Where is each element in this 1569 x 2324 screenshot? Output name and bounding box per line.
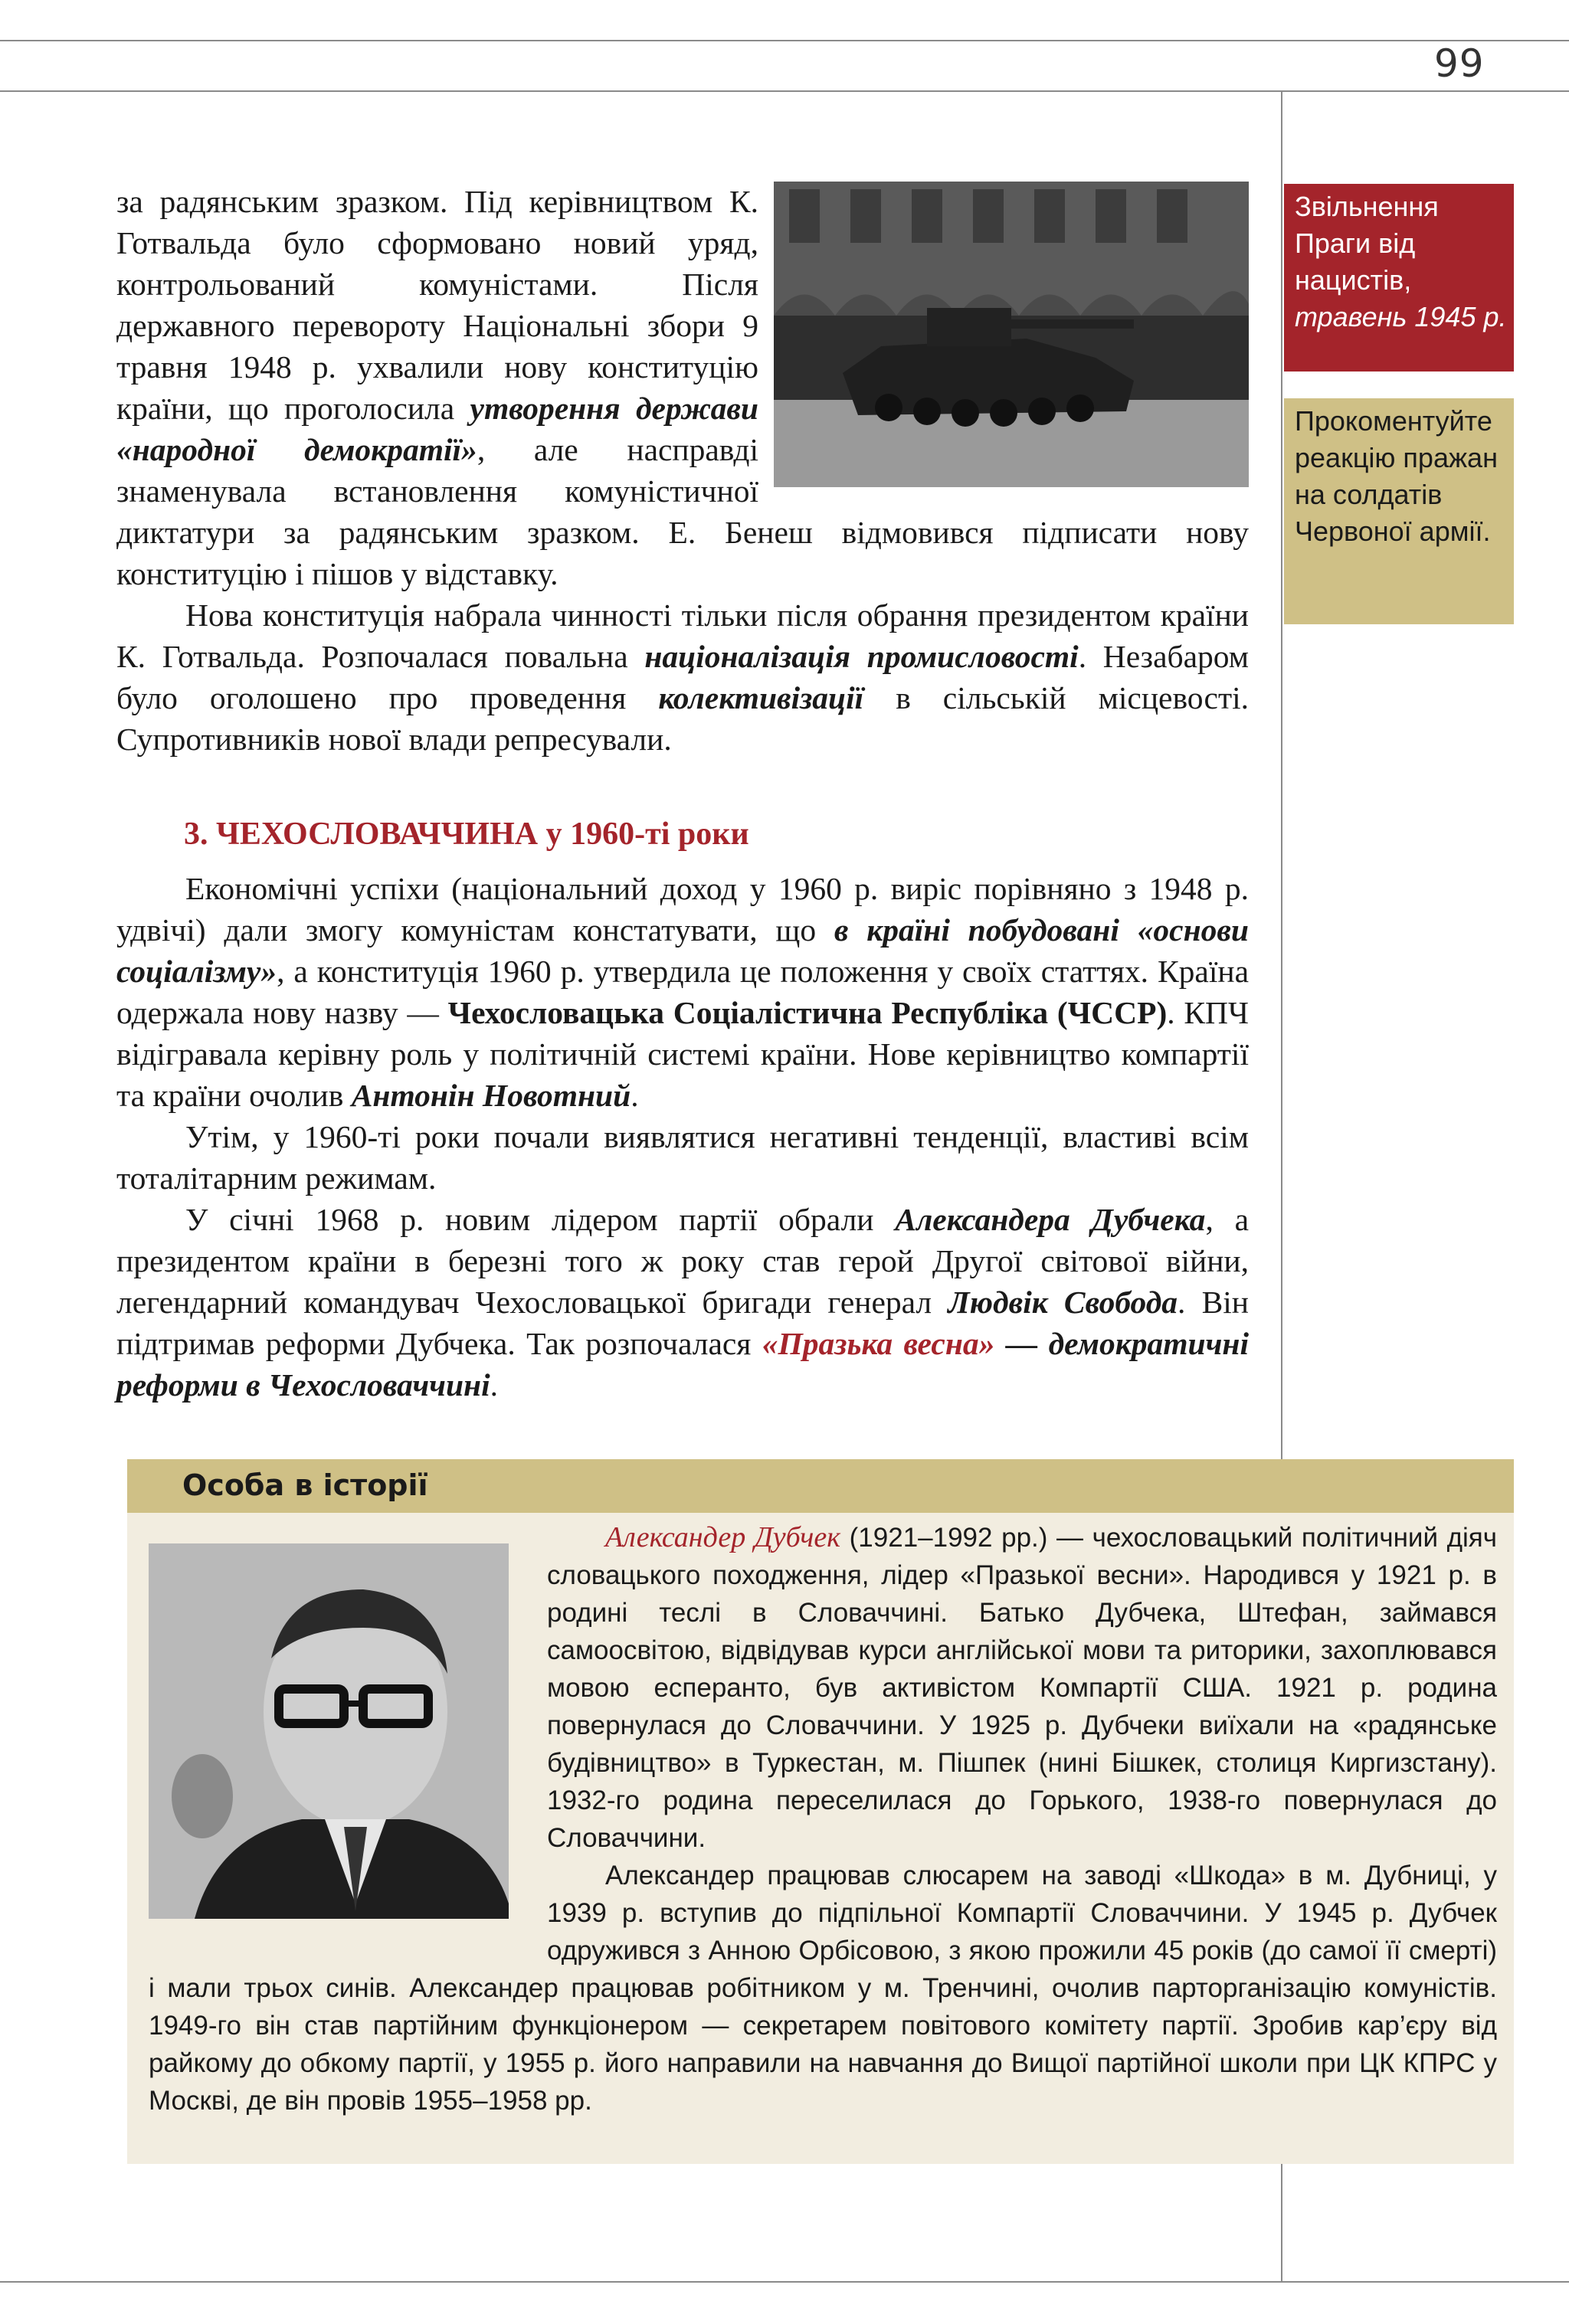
section-p3-d: Людвік Свобода	[948, 1285, 1178, 1320]
photo-caption	[1284, 184, 1514, 372]
section-p1-a: Економічні успіхи (національний доход у 1960 р. виріс порівняно з 1948 р. удвічі) дали змогу комуністам констатувати, що	[116, 871, 1249, 948]
intro-p2-c: . Незабаром було оголошено про проведення	[116, 639, 1249, 715]
section-p1-c: , а конституція 1960 р. утвердила це положення у своїх статтях. Країна одержала нову назву —	[116, 954, 1249, 1030]
section-p3-g: — демократичні реформи в Чехословаччині	[116, 1326, 1249, 1403]
section-p1-d: Чехословацька Соціалістична Республіка (ЧССР)	[447, 995, 1168, 1030]
person-box-title: Особа в історії	[182, 1468, 428, 1502]
person-biography	[149, 1519, 1497, 2119]
intro-p1-c: , але насправді знаменувала встановлення комуністичної диктатури за радянським зразком. Е. Бенеш відмовився підписати нову конституцію і пішов у відставку.	[116, 432, 1249, 591]
top-rule	[0, 40, 1569, 41]
intro-p2-b: націоналізація промисловості	[644, 639, 1079, 674]
section-p1-f: Антонін Новотний	[351, 1078, 631, 1113]
section-p3-f: «Празька весна»	[762, 1326, 995, 1361]
photo-float-spacer	[758, 181, 1249, 490]
section-p3-b: Александера Дубчека	[895, 1202, 1206, 1237]
intro-p2-d: колективізації	[658, 680, 864, 715]
intro-paragraph-2	[116, 594, 1249, 760]
section-p3-c: , а президентом країни в березні того ж року став герой Другої світової війни, легендарний командувач Чехословацької бригади генерал	[116, 1202, 1249, 1320]
bio-p1-text: (1921–1992 рр.) — чехословацький політичний діяч словацького походження, лідер «Празької весни». Народився у 1921 р. в родині теслі в Словаччині. Батько Дубчека, Штефан, займався самоосвітою, відвідував курси англійської мови та риторики, захоплювався мовою есперанто, був активістом Компартії США. 1921 р. родина повернулася до Словаччини. У 1925 р. Дубчеки виїхали на «радянське будівництво» в Туркестан, м. Пішпек (нині Бішкек, столиця Киргизстану). 1932-го родина переселилася до Горького, 1938-го повернулася до Словаччини.	[547, 1523, 1497, 1853]
bottom-rule	[0, 2281, 1569, 2283]
margin-rule-lower	[1281, 2164, 1282, 2281]
intro-p1-b: утворення держави «народної демократії»	[116, 391, 759, 467]
section-paragraph-1	[116, 868, 1249, 1116]
photo-question	[1284, 398, 1514, 624]
photo-caption-date: травень 1945 р.	[1295, 301, 1507, 332]
person-box-header	[127, 1459, 1514, 1513]
photo-question-text: Прокоментуйте реакцію пражан на солдатів Червоної армії.	[1295, 405, 1498, 547]
section-p1-b: в країні побудовані «основи соціалізму»	[116, 912, 1249, 989]
bio-p2-text: Александер працював слюсарем на заводі «Шкода» в м. Дубниці, у 1939 р. вступив до підпільної Компартії Словаччини. У 1945 р. Дубчек одружився з Анною Орбісовою, з якою прожили 45 років (до самої її смерті) і мали трьох синів. Александер працював робітником у м. Тренчині, очолив парторганізацію комуністів. 1949-го він став партійним функціонером — секретарем повітового комітету партії. Зробив кар’єру від райкому до обкому партії, у 1955 р. його направили на навчання до Вищої партійної школи при ЦК КПРС у Москві, де він провів 1955–1958 рр.	[149, 1861, 1497, 2116]
section-p2: Утім, у 1960-ті роки почали виявлятися негативні тенденції, властиві всім тоталітарним режимам.	[116, 1119, 1249, 1196]
person-name: Александер Дубчек	[605, 1521, 841, 1553]
section-p3-a: У січні 1968 р. новим лідером партії обрали	[185, 1202, 896, 1237]
section-p3-h: .	[490, 1367, 498, 1403]
intro-p2-e: в сільській місцевості. Супротивників нової влади репресували.	[116, 680, 1249, 757]
section-p3-e: . Він підтримав реформи Дубчека. Так розпочалася	[116, 1285, 1249, 1361]
section-heading: 3. ЧЕХОСЛОВАЧЧИНА у 1960-ті роки	[184, 817, 749, 852]
intro-p1-a: за радянським зразком. Під керівництвом К. Готвальда було сформовано новий уряд, контрольований комуністами. Після державного перевороту Національні збори 9 травня 1948 р. ухвалили нову конституцію країни, що проголосила	[116, 184, 758, 426]
margin-rule	[1281, 90, 1282, 1459]
intro-p2-a: Нова конституція набрала чинності тільки після обрання президентом країни К. Готвальда. Розпочалася повальна	[116, 597, 1249, 674]
section-p1-g: .	[631, 1078, 639, 1113]
photo-caption-title: Звільнення Праги від нацистів,	[1295, 191, 1439, 296]
person-in-history-box	[127, 1459, 1514, 2164]
intro-text	[116, 181, 1249, 760]
section-text	[116, 868, 1249, 1406]
section-p1-e: . КПЧ відігравала керівну роль у політичній системі країни. Нове керівництво компартії та країни очолив	[116, 995, 1249, 1113]
header-rule	[0, 90, 1569, 92]
portrait-float-spacer	[149, 1519, 547, 1966]
page-number: 99	[1434, 41, 1485, 86]
section-paragraph-2	[116, 1116, 1249, 1199]
section-paragraph-3	[116, 1199, 1249, 1406]
